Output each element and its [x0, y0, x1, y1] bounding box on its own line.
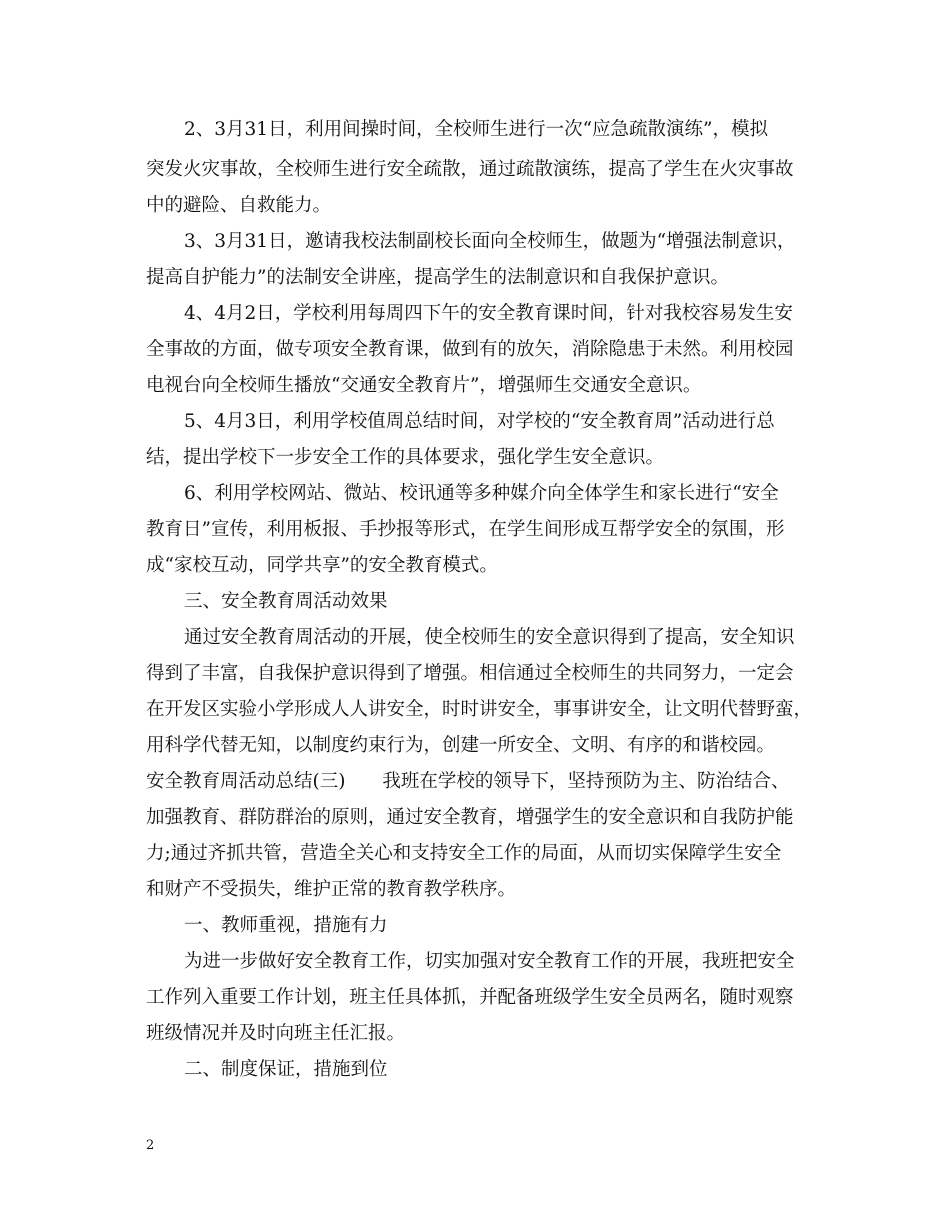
text-line: 加强教育、群防群治的原则，通过安全教育，增强学生的安全意识和自我防护能 [146, 807, 794, 828]
text-line: 电视台向全校师生播放“交通安全教育片”，增强师生交通安全意识。 [146, 375, 702, 396]
text-line: 中的避险、自救能力。 [146, 195, 332, 216]
text-line: 工作列入重要工作计划，班主任具体抓，并配备班级学生安全员两名，随时观察 [146, 987, 794, 1008]
text-line: 用科学代替无知，以制度约束行为，创建一所安全、文明、有序的和谐校园。 [146, 735, 776, 756]
section-heading: 一、教师重视，措施有力 [184, 915, 388, 936]
text-line: 突发火灾事故，全校师生进行安全疏散，通过疏散演练，提高了学生在火灾事故 [146, 159, 794, 180]
text-line: 成“家校互动，同学共享”的安全教育模式。 [146, 555, 498, 576]
text-line: 提高自护能力”的法制安全讲座，提高学生的法制意识和自我保护意识。 [146, 267, 729, 288]
text-line: 2、3月31日，利用间操时间，全校师生进行一次“应急疏散演练”，模拟 [184, 119, 768, 140]
page-number: 2 [146, 1138, 155, 1153]
text-line: 力;通过齐抓共管，营造全关心和支持安全工作的局面，从而切实保障学生安全 [146, 843, 782, 864]
section-heading: 二、制度保证，措施到位 [184, 1059, 388, 1080]
text-line: 教育日”宣传，利用板报、手抄报等形式，在学生间形成互帮学安全的氛围，形 [146, 519, 785, 540]
text-line: 通过安全教育周活动的开展，使全校师生的安全意识得到了提高，安全知识 [184, 627, 795, 648]
text-line: 和财产不受损失，维护正常的教育教学秩序。 [146, 879, 517, 900]
text-line: 4、4月2日，学校利用每周四下午的安全教育课时间，针对我校容易发生安 [184, 303, 793, 324]
text-line: 安全教育周活动总结(三) 我班在学校的领导下，坚持预防为主、防治结合、 [146, 771, 790, 792]
text-line: 结，提出学校下一步安全工作的具体要求，强化学生安全意识。 [146, 447, 665, 468]
text-line: 5、4月3日，利用学校值周总结时间，对学校的“安全教育周”活动进行总 [184, 411, 775, 432]
section-heading: 三、安全教育周活动效果 [184, 591, 388, 612]
text-line: 全事故的方面，做专项安全教育课，做到有的放矢，消除隐患于未然。利用校园 [146, 339, 794, 360]
text-line: 在开发区实验小学形成人人讲安全，时时讲安全，事事讲安全，让文明代替野蛮， [146, 699, 813, 720]
text-line: 得到了丰富，自我保护意识得到了增强。相信通过全校师生的共同努力，一定会 [146, 663, 794, 684]
text-line: 3、3月31日，邀请我校法制副校长面向全校师生，做题为“增强法制意识， [184, 231, 796, 252]
text-line: 为进一步做好安全教育工作，切实加强对安全教育工作的开展，我班把安全 [184, 951, 795, 972]
text-line: 6、利用学校网站、微站、校讯通等多种媒介向全体学生和家长进行“安全 [184, 483, 779, 504]
text-line: 班级情况并及时向班主任汇报。 [146, 1023, 406, 1044]
